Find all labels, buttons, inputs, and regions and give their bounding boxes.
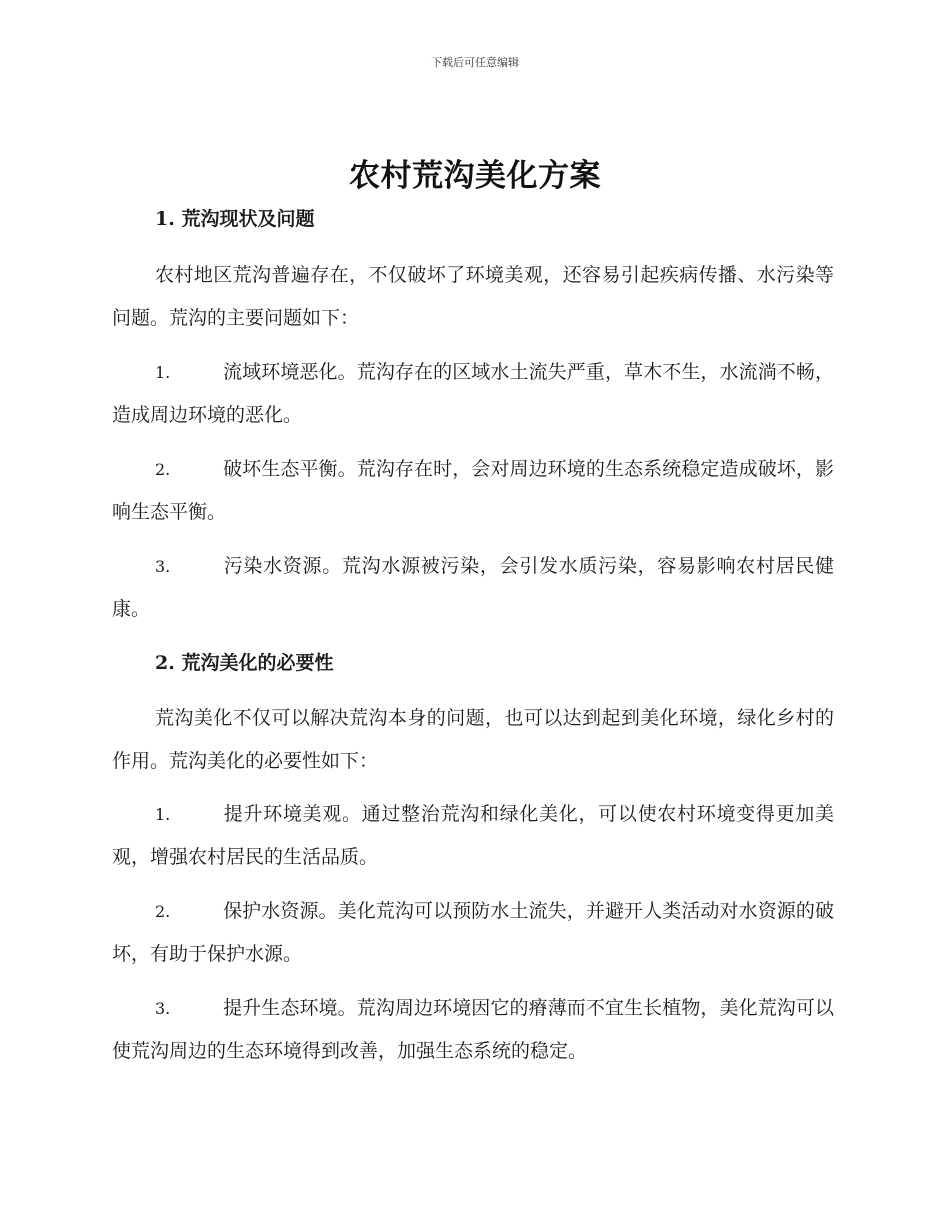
list-item (112, 987, 834, 1073)
list-item-text: 破坏生态平衡。荒沟存在时，会对周边环境的生态系统稳定造成破坏，影响生态平衡。 (112, 458, 834, 523)
section-1-intro (112, 254, 834, 340)
paragraph: 农村地区荒沟普遍存在，不仅破坏了环境美观，还容易引起疾病传播、水污染等问题。荒沟的主要问题如下： (112, 264, 834, 329)
list-number: 1. (155, 363, 171, 382)
section-1-item-2 (112, 448, 834, 534)
list-number: 2. (155, 902, 171, 921)
section-2-item-3 (112, 987, 834, 1073)
header-note: 下载后可任意编辑 (431, 56, 519, 69)
section-heading-2: 2. 荒沟美化的必要性 (155, 652, 334, 674)
section-2-item-2 (112, 890, 834, 976)
section-2-intro (112, 697, 834, 783)
list-item-text: 提升环境美观。通过整治荒沟和绿化美化，可以使农村环境变得更加美观，增强农村居民的生活品质。 (112, 803, 834, 868)
list-item (112, 351, 834, 437)
list-item-text: 保护水资源。美化荒沟可以预防水土流失，并避开人类活动对水资源的破坏，有助于保护水源。 (112, 900, 834, 965)
list-item (112, 545, 834, 631)
section-heading-1: 1. 荒沟现状及问题 (155, 208, 315, 230)
section-2-item-1 (112, 793, 834, 879)
document-title: 农村荒沟美化方案 (349, 158, 601, 194)
list-number: 2. (155, 460, 171, 479)
list-number: 3. (155, 999, 171, 1018)
list-item-text: 污染水资源。荒沟水源被污染，会引发水质污染，容易影响农村居民健康。 (112, 555, 834, 620)
paragraph: 荒沟美化不仅可以解决荒沟本身的问题，也可以达到起到美化环境，绿化乡村的作用。荒沟美化的必要性如下： (112, 707, 834, 772)
list-number: 1. (155, 805, 171, 824)
list-item-text: 提升生态环境。荒沟周边环境因它的瘠薄而不宜生长植物，美化荒沟可以使荒沟周边的生态环境得到改善，加强生态系统的稳定。 (112, 997, 834, 1062)
list-item (112, 448, 834, 534)
list-item (112, 890, 834, 976)
section-1-item-1 (112, 351, 834, 437)
list-number: 3. (155, 557, 171, 576)
section-1-item-3 (112, 545, 834, 631)
list-item-text: 流域环境恶化。荒沟存在的区域水土流失严重，草木不生，水流淌不畅，造成周边环境的恶化。 (112, 361, 834, 426)
list-item (112, 793, 834, 879)
